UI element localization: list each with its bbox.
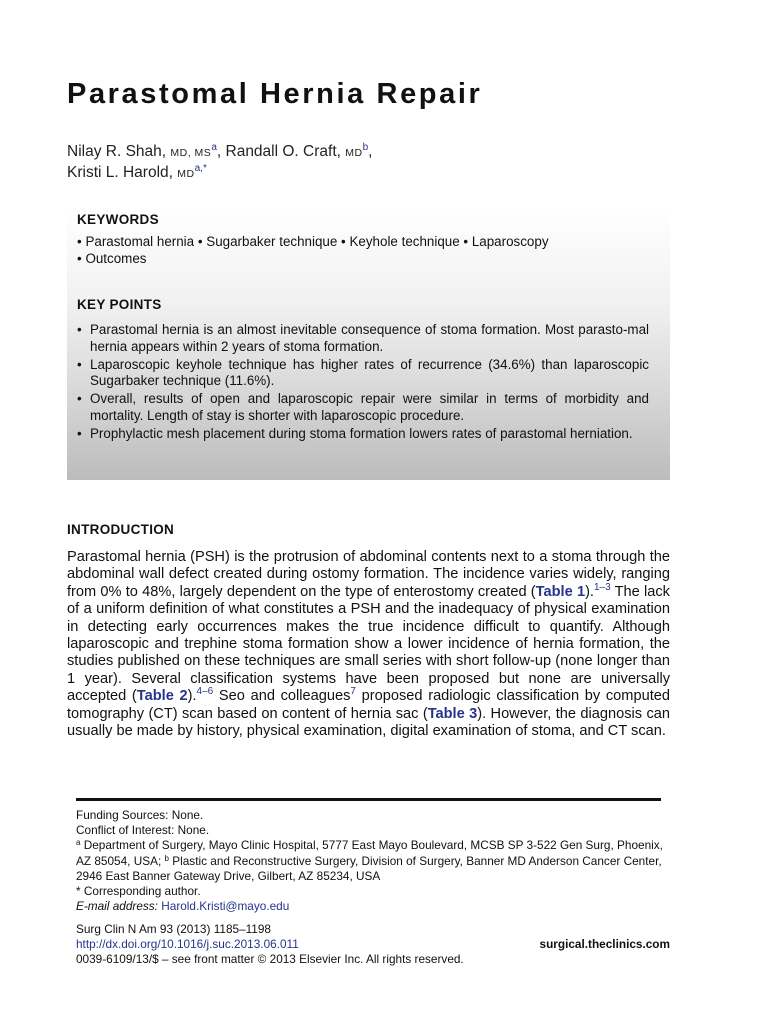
corresponding-note: * Corresponding author.: [76, 884, 201, 899]
affiliation-mark[interactable]: b: [362, 142, 369, 153]
list-item: [77, 426, 649, 443]
body-text: Seo and colleagues: [213, 688, 351, 705]
list-item: [77, 322, 649, 355]
conflict-note: Conflict of Interest: None.: [76, 823, 210, 838]
bullet: •: [197, 234, 203, 249]
bullet: •: [77, 356, 82, 372]
list-item: [77, 391, 649, 424]
journal-site[interactable]: surgical.theclinics.com: [539, 937, 670, 952]
table-2-link[interactable]: Table 2: [136, 688, 188, 705]
keywords-keypoints-box: [67, 207, 670, 480]
journal-line: Surg Clin N Am 93 (2013) 1185–1198: [76, 922, 271, 936]
affiliation-mark: a: [76, 838, 81, 848]
key-point-text: Prophylactic mesh placement during stoma formation lowers rates of parastomal herniation.: [90, 425, 633, 441]
key-point-text: Parastomal hernia is an almost inevitable consequence of stoma formation. Most parasto-mal hernia appears within 2 years of stoma formation.: [90, 322, 649, 354]
affiliation-text: Department of Surgery, Mayo Clinic Hospital, 5777 East Mayo Boulevard, MCSB SP 3-522 Gen Surg, Phoenix, AZ 85054, USA;: [76, 838, 663, 868]
email-link[interactable]: Harold.Kristi@mayo.edu: [161, 899, 290, 914]
author-degree: MD: [345, 147, 363, 159]
list-item: [77, 357, 649, 390]
keyword: Outcomes: [85, 251, 147, 266]
key-point-text: Laparoscopic keyhole technique has higher rates of recurrence (34.6%) than laparoscopic Sugarbaker technique (11.6%).: [90, 356, 649, 388]
author-list: Nilay R. Shah, MD, $MS^a$, Randall O. Craft, $MD^b$, Kristi L. Harold, $MD^{a,*}$: [67, 142, 373, 181]
introduction-paragraph: [67, 549, 670, 740]
affiliation-mark: b: [164, 853, 169, 863]
affiliations: [76, 838, 670, 884]
footnote-divider: [76, 798, 661, 801]
body-text: proposed radiologic classification by computed tomography (CT) scan based on content of hernia sac (: [67, 688, 670, 722]
citation-link[interactable]: 7: [350, 686, 356, 698]
keyword: Parastomal hernia: [85, 234, 195, 249]
bullet: •: [463, 234, 469, 249]
body-text: The lack of a uniform definition of what constitutes a PSH and the inadequacy of physical examination in detecting early occurrences makes the true incidence difficult to quantify. Although laparoscopic and trephine stoma formation show a lower incidence of hernia formation, the studies published on these techniques are small series with short follow-up (none longer than 1 year). Several classification systems have been proposed but none are universally accepted (: [67, 583, 670, 705]
keyword: Sugarbaker technique: [206, 234, 338, 249]
table-1-link[interactable]: Table 1: [535, 583, 586, 600]
citation-link[interactable]: 1–3: [593, 581, 611, 593]
body-text: Parastomal hernia (PSH) is the protrusion of abdominal contents next to a stoma through the abdominal wall defect created during ostomy formation. The incidence varies widely, ranging from 0% to 48%, largely dependent on the type of enterostomy created (: [67, 549, 670, 600]
affiliation-text: Plastic and Reconstructive Surgery, Division of Surgery, Banner MD Anderson Cancer Center, 2946 East Banner Gateway Drive, Gilbert, AZ 85234, USA: [76, 853, 662, 883]
affiliation-mark[interactable]: a: [211, 142, 217, 153]
key-point-text: Overall, results of open and laparoscopic repair were similar in terms of morbidity and mortality. Length of stay is shorter with laparoscopic procedure.: [90, 391, 649, 423]
bullet: •: [341, 234, 346, 249]
author-degree: MD: [177, 168, 195, 180]
body-text: ). However, the diagnosis can usually be made by history, physical examination, digital examination of stoma, and CT scan.: [67, 705, 670, 740]
doi-line: [76, 937, 670, 952]
email-label: E-mail address:: [76, 899, 158, 914]
body-text: ).: [187, 688, 197, 705]
article-title: Parastomal Hernia Repair: [67, 78, 483, 110]
key-points-heading: KEY POINTS: [77, 297, 162, 312]
email-line: [76, 899, 670, 914]
doi-link[interactable]: http://dx.doi.org/10.1016/j.suc.2013.06.011: [76, 937, 299, 952]
citation-link[interactable]: 4–6: [196, 686, 214, 698]
citation-block: [76, 922, 670, 968]
author-degree: MD, MS: [170, 147, 212, 159]
keywords-heading: KEYWORDS: [77, 212, 159, 227]
footnotes: [76, 808, 670, 914]
bullet: •: [77, 322, 82, 337]
bullet: •: [77, 234, 82, 249]
copyright-line: 0039-6109/13/$ – see front matter © 2013 Elsevier Inc. All rights reserved.: [76, 952, 464, 967]
key-points-list: [77, 322, 649, 444]
author-name: Randall O. Craft,: [225, 143, 341, 160]
bullet: •: [77, 425, 82, 441]
author-name: Kristi L. Harold,: [67, 164, 173, 181]
bullet: •: [77, 391, 82, 406]
table-3-link[interactable]: Table 3: [427, 705, 478, 722]
bullet: •: [77, 251, 82, 266]
body-text: ).: [585, 583, 594, 600]
funding-note: Funding Sources: None.: [76, 808, 204, 822]
section-heading: INTRODUCTION: [67, 522, 175, 537]
author-name: Nilay R. Shah,: [67, 143, 167, 160]
keyword: Keyhole technique: [349, 234, 460, 249]
keyword: Laparoscopy: [471, 234, 549, 249]
affiliation-mark[interactable]: a,*: [194, 163, 207, 174]
keywords-list: [77, 233, 662, 267]
